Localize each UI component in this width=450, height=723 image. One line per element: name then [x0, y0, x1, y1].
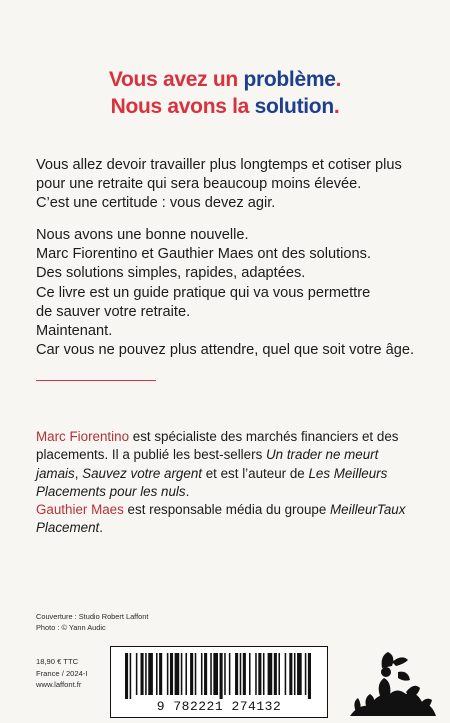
- isbn-number: 9 782221 274132: [156, 699, 282, 714]
- text-line: Nous avons une bonne nouvelle.: [36, 227, 249, 243]
- barcode-bar: [240, 653, 242, 695]
- bio-text: et est l’auteur de: [202, 465, 309, 481]
- headline-line-1: [0, 66, 450, 93]
- price-block: [36, 656, 88, 691]
- barcode-bar: [130, 653, 132, 699]
- headline-punct: .: [333, 95, 340, 118]
- book-title: Les Meilleurs Placements pour les nuls: [36, 465, 388, 499]
- barcode-bar: [285, 653, 287, 695]
- text-line: Marc Fiorentino et Gauthier Maes ont des solutions.: [36, 246, 372, 263]
- edition: France / 2024-I: [36, 668, 88, 678]
- barcode-bar: [125, 653, 128, 699]
- book-title: Sauvez votre argent: [82, 465, 202, 481]
- barcode-bar: [305, 653, 307, 695]
- barcode: [110, 646, 328, 718]
- barcode-bar: [235, 653, 238, 695]
- barcode-bar: [210, 653, 212, 695]
- barcode-bar: [141, 653, 144, 695]
- bio-text: .: [99, 520, 103, 536]
- red-divider: [36, 380, 156, 381]
- headline-line-2: [0, 93, 450, 120]
- barcode-bar: [297, 653, 302, 695]
- bio-author-2: [36, 501, 421, 538]
- headline-punct: .: [335, 68, 342, 91]
- intro-paragraph: [36, 156, 426, 214]
- text-line: pour une retraite qui sera beaucoup moins élevée.: [36, 176, 362, 193]
- barcode-bar: [258, 653, 261, 695]
- barcode-bar: [308, 653, 311, 699]
- text-line: Maintenant.: [36, 323, 113, 340]
- barcode-bar: [170, 653, 173, 695]
- book-title: Un trader ne meurt jamais: [36, 447, 379, 481]
- barcode-bar: [255, 653, 257, 695]
- barcode-bar: [213, 653, 218, 695]
- text-line: Ce livre est un guide pratique qui va vous permettre: [36, 284, 371, 301]
- barcode-bar: [148, 653, 153, 695]
- barcode-bar: [190, 653, 193, 695]
- barcode-bar: [175, 653, 180, 695]
- barcode-bar: [136, 653, 138, 695]
- barcode-bars: [125, 653, 313, 699]
- bio-text: est spécialiste des marchés financiers et des placements. Il a publié les best-sellers: [36, 429, 399, 463]
- barcode-bar: [263, 653, 265, 695]
- good-news-paragraph: [36, 226, 426, 360]
- barcode-bar: [220, 653, 223, 699]
- barcode-bar: [159, 653, 162, 695]
- photo-credit: Photo : © Yann Audic: [36, 623, 106, 632]
- headline-text: Nous avons la: [110, 95, 255, 118]
- text-line: de sauver votre retraite.: [36, 303, 191, 320]
- barcode-bar: [156, 653, 158, 695]
- barcode-bar: [289, 653, 292, 695]
- barcode-bar: [268, 653, 273, 695]
- bio-text: ,: [74, 465, 83, 481]
- headline-keyword-probleme: problème: [243, 68, 336, 91]
- company-name: MeilleurTaux Placement: [36, 502, 406, 536]
- bio-text: .: [185, 483, 190, 499]
- barcode-bar: [204, 653, 207, 695]
- barcode-bar: [249, 653, 251, 695]
- bio-author-1: [36, 428, 421, 501]
- barcode-bar: [243, 653, 246, 695]
- barcode-bar: [181, 653, 183, 695]
- credits: [36, 611, 148, 633]
- barcode-bar: [167, 653, 169, 695]
- barcode-bar: [278, 653, 280, 695]
- barcode-bar: [229, 653, 231, 695]
- barcode-bar: [294, 653, 296, 695]
- text-line: Des solutions simples, rapides, adaptées.: [36, 265, 306, 282]
- text-line: Vous allez devoir travailler plus longtemps et cotiser plus: [36, 157, 402, 173]
- barcode-bar: [185, 653, 187, 695]
- cover-credit: Couverture : Studio Robert Laffont: [36, 612, 149, 621]
- text-line: C’est une certitude : vous devez agir.: [36, 195, 276, 212]
- price: 18,90 € TTC: [36, 657, 79, 666]
- barcode-bar: [224, 653, 226, 695]
- author-name: Gauthier Maes: [36, 502, 124, 518]
- barcode-bar: [145, 653, 147, 695]
- barcode-bar: [274, 653, 277, 695]
- author-name: Marc Fiorentino: [36, 429, 130, 444]
- author-bio: [36, 428, 421, 538]
- website-link[interactable]: www.laffont.fr: [36, 680, 82, 689]
- bio-text: est responsable média du groupe: [123, 502, 331, 518]
- headline-text: Vous avez un: [108, 68, 244, 91]
- text-line: Car vous ne pouvez plus attendre, quel que soit votre âge.: [36, 342, 415, 359]
- headline-keyword-solution: solution: [254, 95, 334, 118]
- publisher-logo-icon: [336, 642, 440, 718]
- barcode-bar: [201, 653, 203, 695]
- headline: [0, 66, 450, 120]
- barcode-bar: [195, 653, 197, 695]
